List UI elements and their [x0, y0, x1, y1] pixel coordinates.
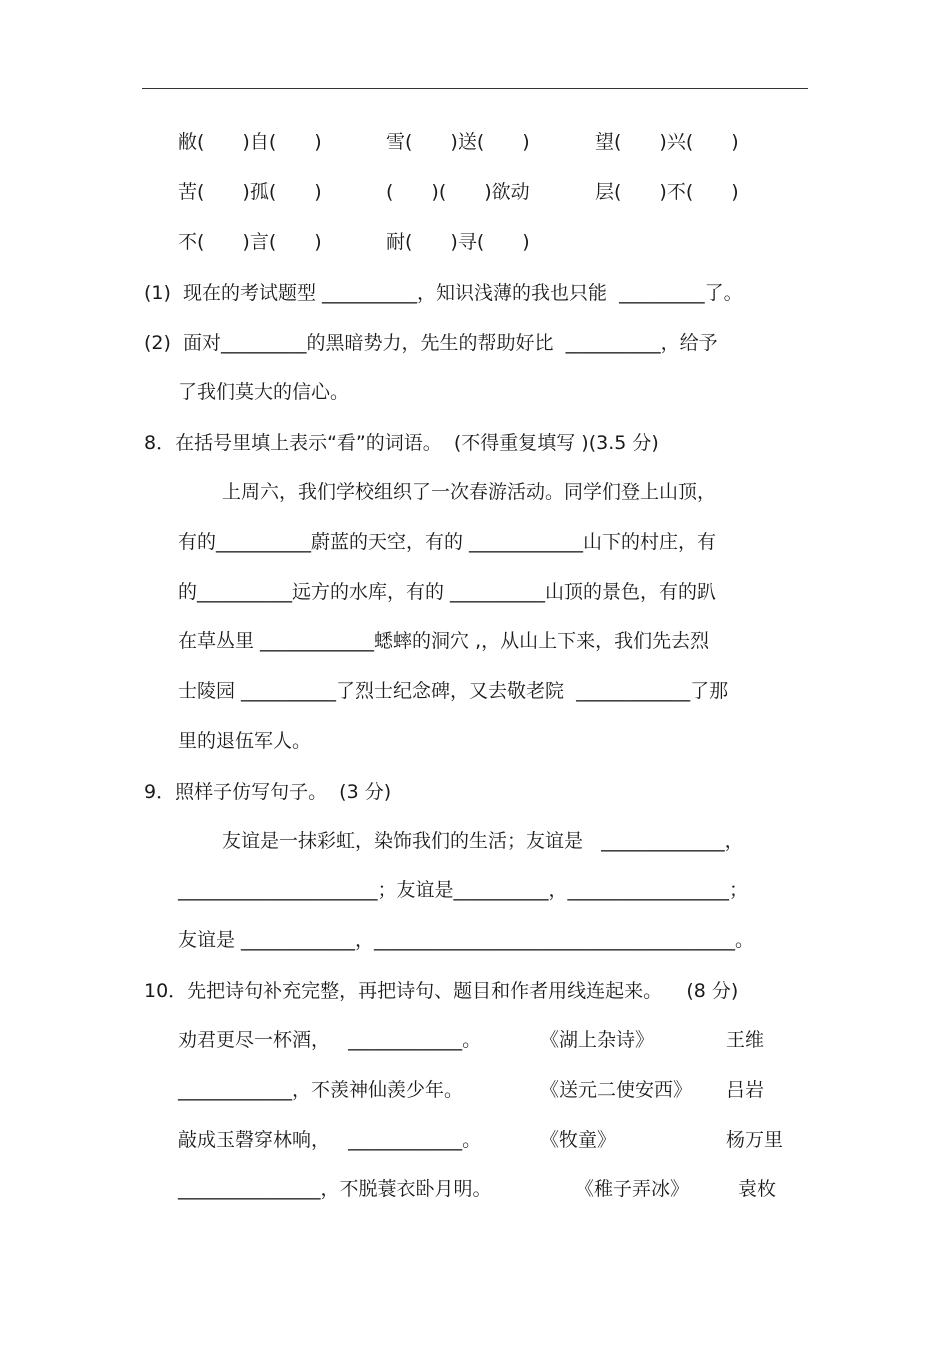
q8-line-3: 的__________远方的水库，有的 __________山顶的景色，有的趴 [178, 581, 717, 603]
idiom-2-1: 苦( )孤( ) [178, 181, 322, 203]
q8-line-4: 在草丛里 ____________蟋蟀的洞穴 ,，从山上下来，我们先去烈 [178, 630, 710, 652]
poem-verse-2: ____________，不羡神仙羡少年。 [178, 1079, 464, 1101]
q9-line-1: 友谊是一抹彩虹，染饰我们的生活；友谊是 _____________， [222, 830, 744, 852]
poem-author-1: 王维 [726, 1029, 765, 1051]
poem-title-2: 《送元二使安西》 [540, 1079, 693, 1101]
poem-title-3: 《牧童》 [540, 1129, 617, 1151]
idiom-3-1: 不( )言( ) [178, 231, 322, 253]
fill-question-2a: (2) 面对_________的黑暗势力，先生的帮助好比 __________，给予 [144, 332, 718, 354]
q10-title: 10．先把诗句补充完整，再把诗句、题目和作者用线连起来。 (8 分) [144, 980, 739, 1002]
idiom-1-3: 望( )兴( ) [595, 131, 739, 153]
idiom-1-1: 敝( )自( ) [178, 131, 322, 153]
poem-title-4: 《稚子弄冰》 [575, 1178, 690, 1200]
poem-verse-3: 敲成玉磬穿林响， ____________。 [178, 1129, 482, 1151]
poem-title-1: 《湖上杂诗》 [540, 1029, 655, 1051]
q8-line-5: 士陵园 __________了烈士纪念碑，又去敬老院 ____________了那 [178, 680, 729, 702]
q8-title: 8．在括号里填上表示“看”的词语。 (不得重复填写 )(3.5 分) [144, 432, 659, 454]
fill-question-2b: 了我们莫大的信心。 [178, 381, 350, 403]
poem-verse-1: 劝君更尽一杯酒， ____________。 [178, 1029, 482, 1051]
q8-line-6: 里的退伍军人。 [178, 730, 312, 752]
q8-line-2: 有的__________蔚蓝的天空，有的 ____________山下的村庄，有 [178, 531, 717, 553]
idiom-2-3: 层( )不( ) [595, 181, 739, 203]
poem-author-3: 杨万里 [726, 1129, 784, 1151]
q9-title: 9．照样子仿写句子。 (3 分) [144, 781, 392, 803]
q9-line-3: 友谊是 ____________，______________________________________。 [178, 929, 755, 951]
idiom-1-2: 雪( )送( ) [386, 131, 530, 153]
poem-verse-4: _______________，不脱蓑衣卧月明。 [178, 1178, 492, 1200]
idiom-3-2: 耐( )寻( ) [386, 231, 530, 253]
poem-author-2: 吕岩 [726, 1079, 765, 1101]
header-rule [142, 88, 808, 89]
q9-line-2: _____________________；友谊是__________，_________________； [178, 879, 749, 901]
q8-line-1: 上周六，我们学校组织了一次春游活动。同学们登上山顶， [222, 481, 717, 503]
fill-question-1: (1) 现在的考试题型 __________，知识浅薄的我也只能 _________了。 [144, 282, 743, 304]
poem-author-4: 袁枚 [738, 1178, 777, 1200]
idiom-2-2: ( )( )欲动 [386, 181, 530, 203]
